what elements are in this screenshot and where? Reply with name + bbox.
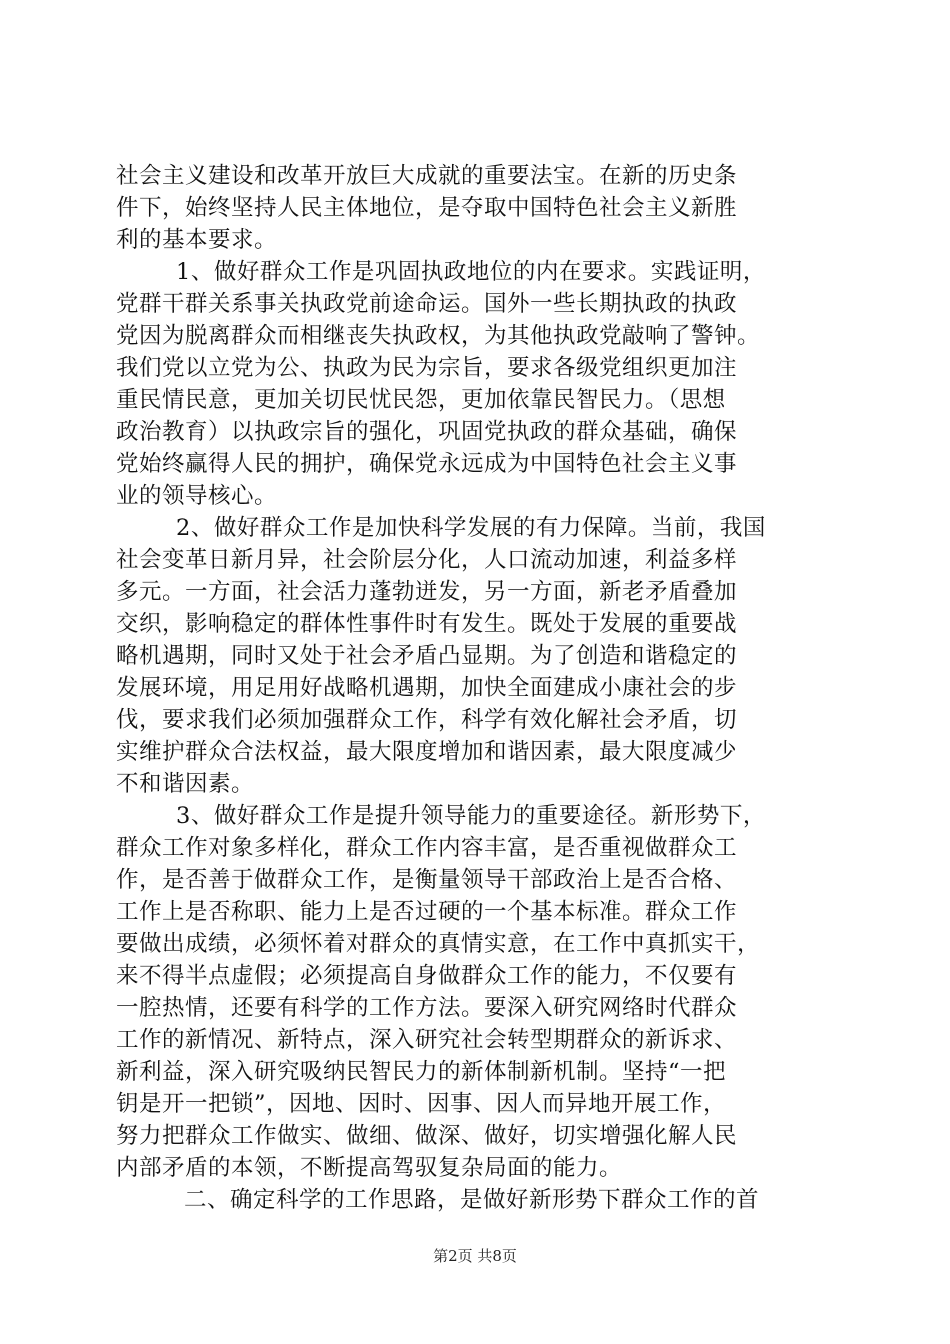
text-line: 社会变革日新月异，社会阶层分化，人口流动加速，利益多样: [116, 547, 738, 573]
text-line: 发展环境，用足用好战略机遇期，加快全面建成小康社会的步: [116, 675, 738, 701]
text-line: 不和谐因素。: [116, 771, 255, 797]
text-line: 社会主义建设和改革开放巨大成就的重要法宝。在新的历史条: [116, 163, 738, 189]
page-number-footer: 第2页 共8页: [433, 1247, 517, 1265]
text-line: 件下，始终坚持人民主体地位，是夺取中国特色社会主义新胜: [116, 195, 738, 221]
text-line: 来不得半点虚假；必须提高自身做群众工作的能力，不仅要有: [116, 963, 738, 989]
text-line: 业的领导核心。: [116, 483, 278, 509]
text-line: 1、做好群众工作是巩固执政地位的内在要求。实践证明，: [176, 259, 766, 285]
text-line: 政治教育）以执政宗旨的强化，巩固党执政的群众基础，确保: [116, 419, 738, 445]
text-line: 略机遇期，同时又处于社会矛盾凸显期。为了创造和谐稳定的: [116, 643, 738, 669]
text-line: 3、做好群众工作是提升领导能力的重要途径。新形势下，: [176, 803, 766, 829]
text-line: 党始终赢得人民的拥护，确保党永远成为中国特色社会主义事: [116, 451, 738, 477]
text-line: 党群干群关系事关执政党前途命运。国外一些长期执政的执政: [116, 291, 738, 317]
text-line: 伐，要求我们必须加强群众工作，科学有效化解社会矛盾，切: [116, 707, 738, 733]
text-line: 新利益，深入研究吸纳民智民力的新体制新机制。坚持“一把: [116, 1059, 727, 1085]
text-line: 工作上是否称职、能力上是否过硬的一个基本标准。群众工作: [116, 899, 738, 925]
text-line: 交织，影响稳定的群体性事件时有发生。既处于发展的重要战: [116, 611, 738, 637]
text-line: 我们党以立党为公、执政为民为宗旨，要求各级党组织更加注: [116, 355, 738, 381]
text-line: 内部矛盾的本领，不断提高驾驭复杂局面的能力。: [116, 1155, 623, 1181]
text-line: 重民情民意，更加关切民忧民怨，更加依靠民智民力。（思想: [116, 387, 726, 413]
text-line: 要做出成绩，必须怀着对群众的真情实意，在工作中真抓实干，: [116, 931, 761, 957]
text-line: 一腔热情，还要有科学的工作方法。要深入研究网络时代群众: [116, 995, 738, 1021]
text-line: 利的基本要求。: [116, 227, 278, 253]
text-line: 2、做好群众工作是加快科学发展的有力保障。当前，我国: [176, 515, 766, 541]
text-line: 作，是否善于做群众工作，是衡量领导干部政治上是否合格、: [116, 867, 738, 893]
text-line: 工作的新情况、新特点，深入研究社会转型期群众的新诉求、: [116, 1027, 738, 1053]
text-line: 钥是开一把锁”，因地、因时、因事、因人而异地开展工作，: [116, 1091, 727, 1117]
text-line: 努力把群众工作做实、做细、做深、做好，切实增强化解人民: [116, 1123, 738, 1149]
text-line: 实维护群众合法权益，最大限度增加和谐因素，最大限度减少: [116, 739, 738, 765]
text-line: 党因为脱离群众而相继丧失执政权，为其他执政党敲响了警钟。: [116, 323, 761, 349]
text-line: 群众工作对象多样化，群众工作内容丰富，是否重视做群众工: [116, 835, 738, 861]
text-line: 二、确定科学的工作思路，是做好新形势下群众工作的首: [184, 1187, 760, 1213]
text-line: 多元。一方面，社会活力蓬勃迸发，另一方面，新老矛盾叠加: [116, 579, 738, 605]
